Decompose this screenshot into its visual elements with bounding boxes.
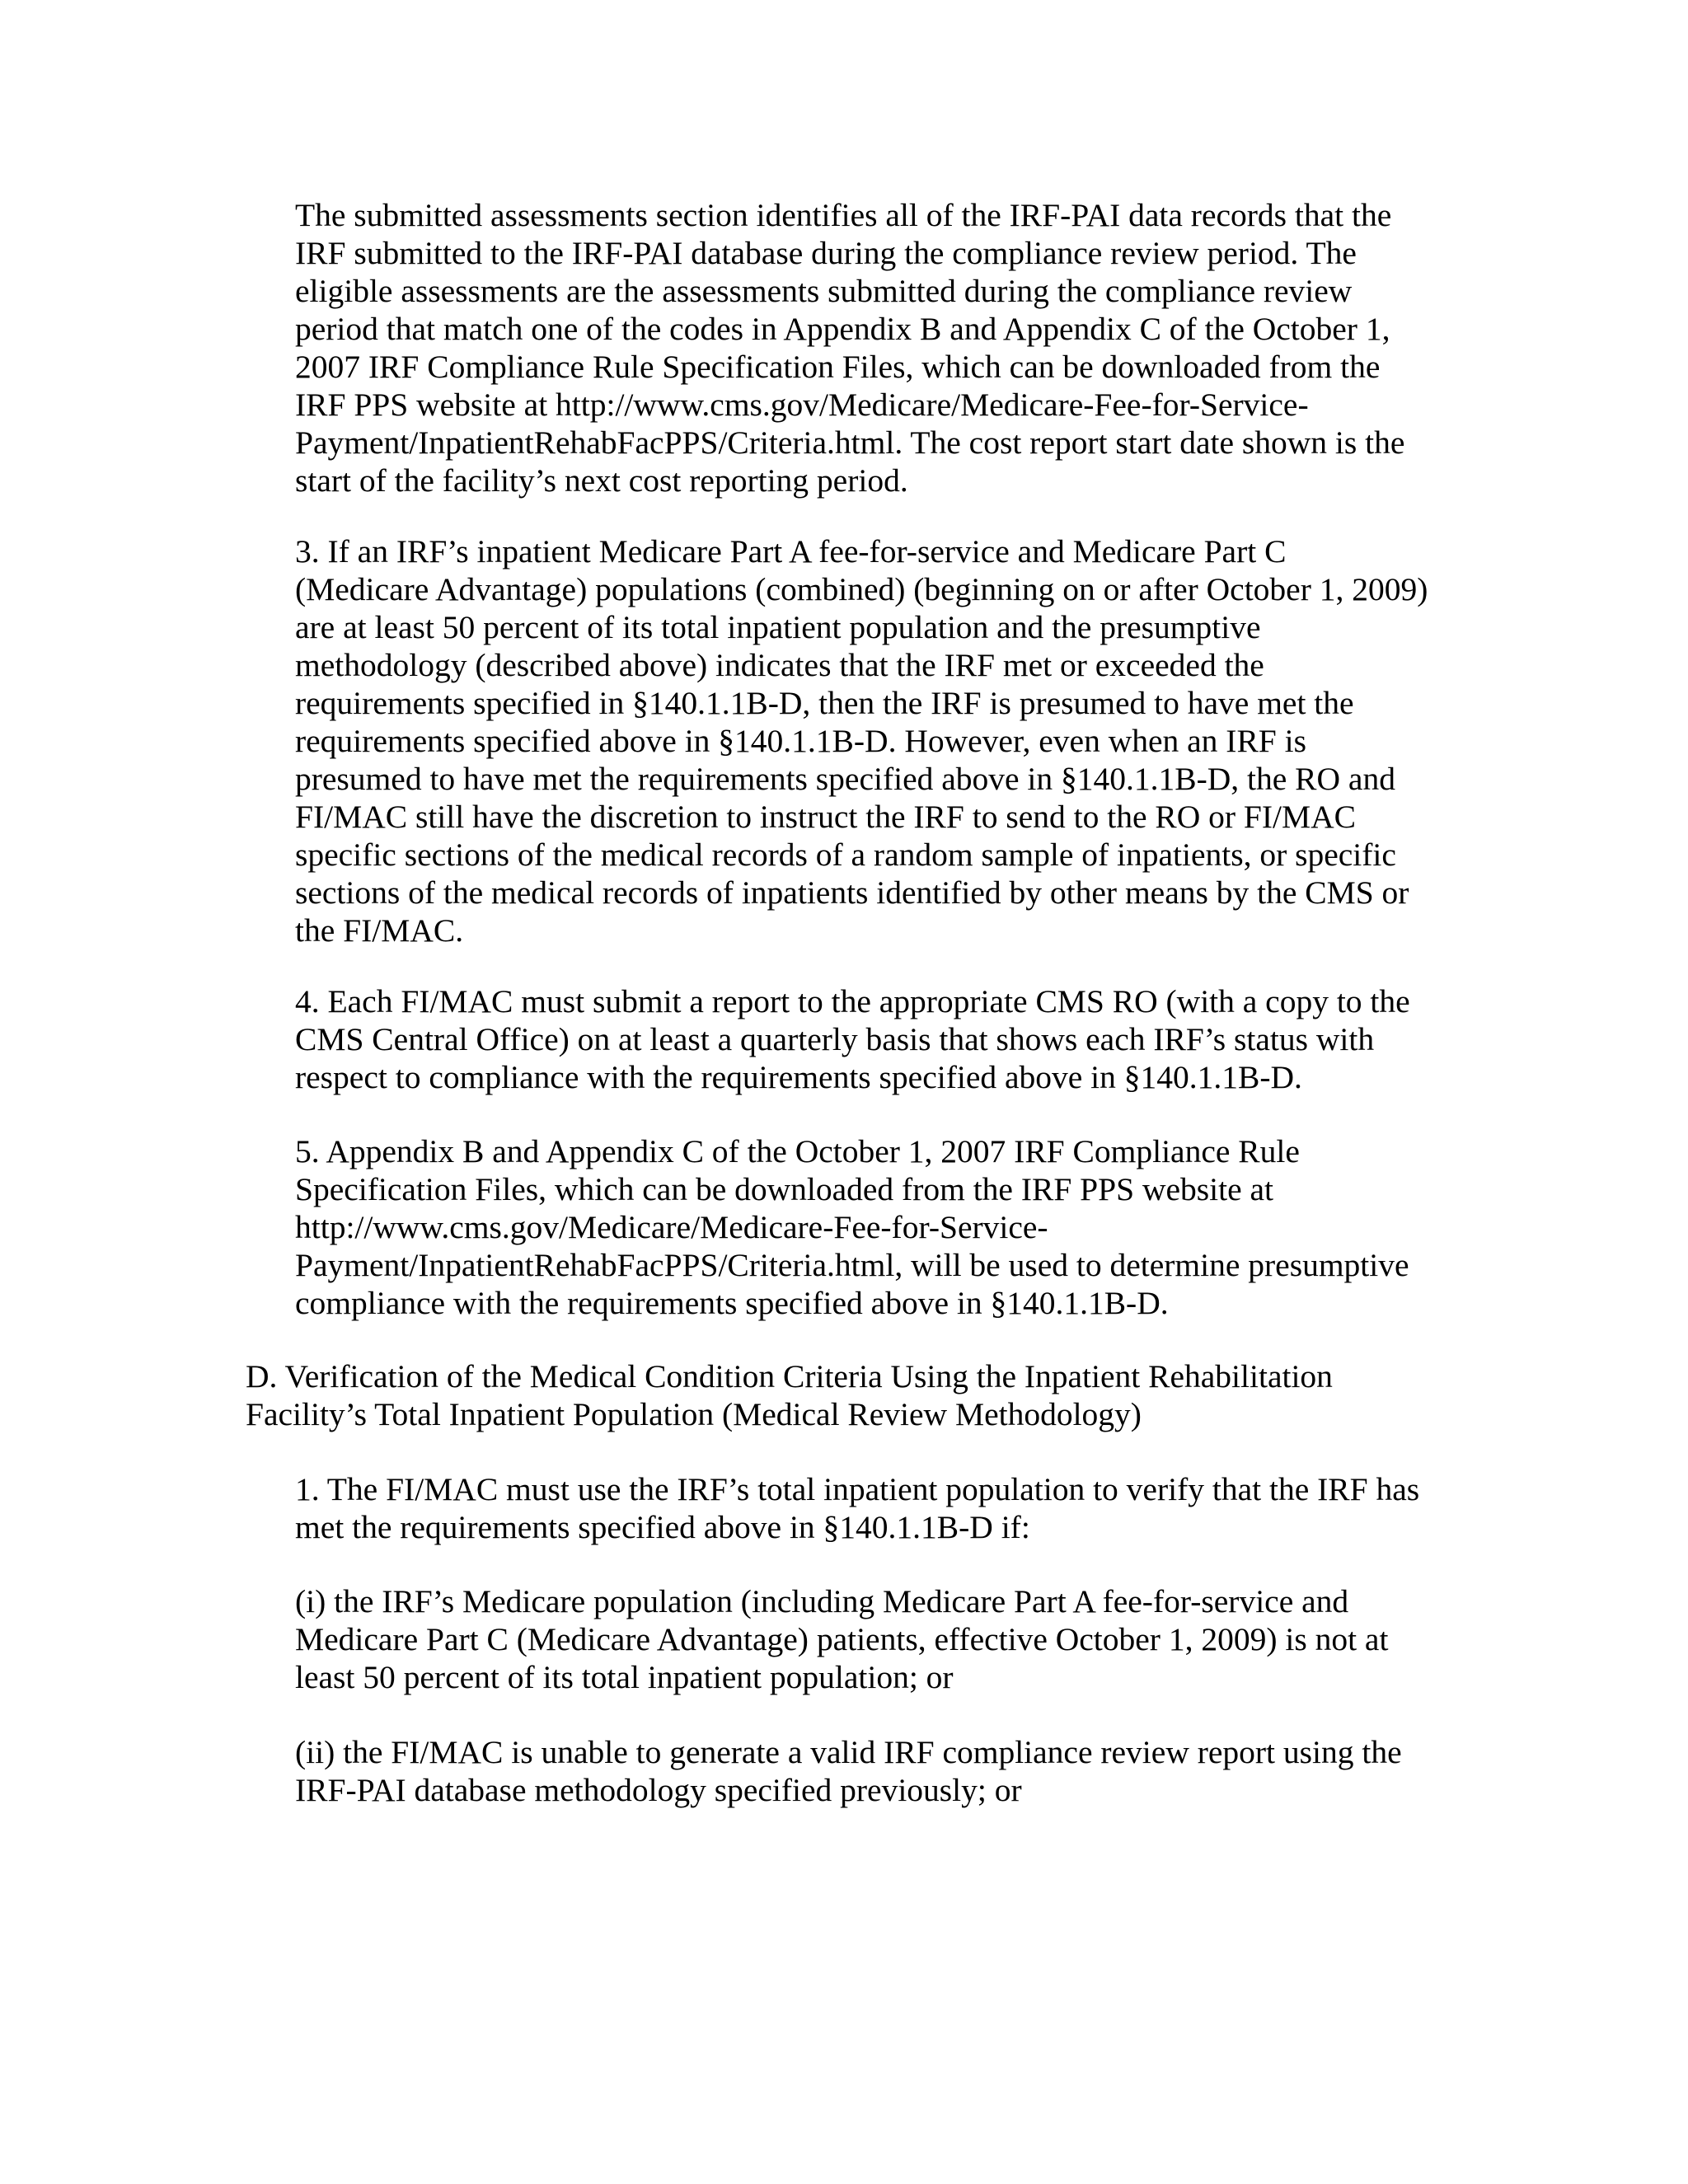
text-line: compliance with the requirements specified above in §140.1.1B-D. (295, 1285, 1169, 1321)
text-line: IRF submitted to the IRF-PAI database during the compliance review period. The (295, 235, 1357, 271)
text-line: Medicare Part C (Medicare Advantage) patients, effective October 1, 2009) is not at (295, 1621, 1389, 1657)
text-line: eligible assessments are the assessments submitted during the compliance review (295, 273, 1353, 309)
text-line: the FI/MAC. (295, 912, 464, 949)
text-line: met the requirements specified above in §140.1.1B-D if: (295, 1509, 1030, 1545)
text-line: requirements specified in §140.1.1B-D, then the IRF is presumed to have met the (295, 685, 1354, 721)
text-line: methodology (described above) indicates that the IRF met or exceeded the (295, 647, 1264, 683)
text-line: The submitted assessments section identifies all of the IRF-PAI data records that the (295, 197, 1392, 233)
text-line: Specification Files, which can be downloaded from the IRF PPS website at (295, 1171, 1273, 1207)
paragraph-item-5 (295, 1132, 1409, 1322)
text-line: CMS Central Office) on at least a quarterly basis that shows each IRF’s status with (295, 1021, 1375, 1057)
text-line: D. Verification of the Medical Condition Criteria Using the Inpatient Rehabilitation (246, 1358, 1333, 1394)
paragraph-d-item-1 (295, 1470, 1419, 1546)
text-line: specific sections of the medical records of a random sample of inpatients, or specific (295, 837, 1396, 873)
text-line: (Medicare Advantage) populations (combined) (beginning on or after October 1, 2009) (295, 571, 1428, 607)
text-line: sections of the medical records of inpatients identified by other means by the CMS or (295, 874, 1409, 911)
text-line: 5. Appendix B and Appendix C of the October 1, 2007 IRF Compliance Rule (295, 1133, 1300, 1169)
text-line: 2007 IRF Compliance Rule Specification Files, which can be downloaded from the (295, 349, 1381, 385)
paragraph-item-3 (295, 532, 1428, 949)
text-line: Payment/InpatientRehabFacPPS/Criteria.html, will be used to determine presumptive (295, 1247, 1409, 1283)
text-line: 3. If an IRF’s inpatient Medicare Part A fee-for-service and Medicare Part C (295, 533, 1287, 569)
text-line: Payment/InpatientRehabFacPPS/Criteria.html. The cost report start date shown is the (295, 424, 1405, 461)
text-line: http://www.cms.gov/Medicare/Medicare-Fee-for-Service- (295, 1209, 1048, 1245)
text-line: are at least 50 percent of its total inpatient population and the presumptive (295, 609, 1261, 645)
text-line: IRF PPS website at http://www.cms.gov/Medicare/Medicare-Fee-for-Service- (295, 387, 1309, 423)
text-line: presumed to have met the requirements specified above in §140.1.1B-D, the RO and (295, 761, 1395, 797)
section-d-heading (246, 1357, 1333, 1433)
text-line: 1. The FI/MAC must use the IRF’s total inpatient population to verify that the IRF has (295, 1471, 1420, 1507)
text-line: (i) the IRF’s Medicare population (including Medicare Part A fee-for-service and (295, 1583, 1349, 1619)
text-line: respect to compliance with the requirements specified above in §140.1.1B-D. (295, 1059, 1302, 1095)
text-line: IRF-PAI database methodology specified previously; or (295, 1772, 1022, 1808)
paragraph-d-item-1-i (295, 1582, 1388, 1696)
paragraph-item-4 (295, 982, 1410, 1096)
text-line: Facility’s Total Inpatient Population (Medical Review Methodology) (246, 1396, 1142, 1432)
text-line: (ii) the FI/MAC is unable to generate a valid IRF compliance review report using the (295, 1734, 1402, 1770)
text-line: start of the facility’s next cost reporting period. (295, 462, 908, 499)
text-line: 4. Each FI/MAC must submit a report to the appropriate CMS RO (with a copy to the (295, 983, 1410, 1019)
text-line: least 50 percent of its total inpatient population; or (295, 1659, 954, 1695)
paragraph-submitted-assessments (295, 196, 1404, 499)
text-line: requirements specified above in §140.1.1B-D. However, even when an IRF is (295, 723, 1306, 759)
paragraph-d-item-1-ii (295, 1733, 1402, 1809)
text-line: FI/MAC still have the discretion to instruct the IRF to send to the RO or FI/MAC (295, 799, 1356, 835)
text-line: period that match one of the codes in Appendix B and Appendix C of the October 1, (295, 311, 1390, 347)
